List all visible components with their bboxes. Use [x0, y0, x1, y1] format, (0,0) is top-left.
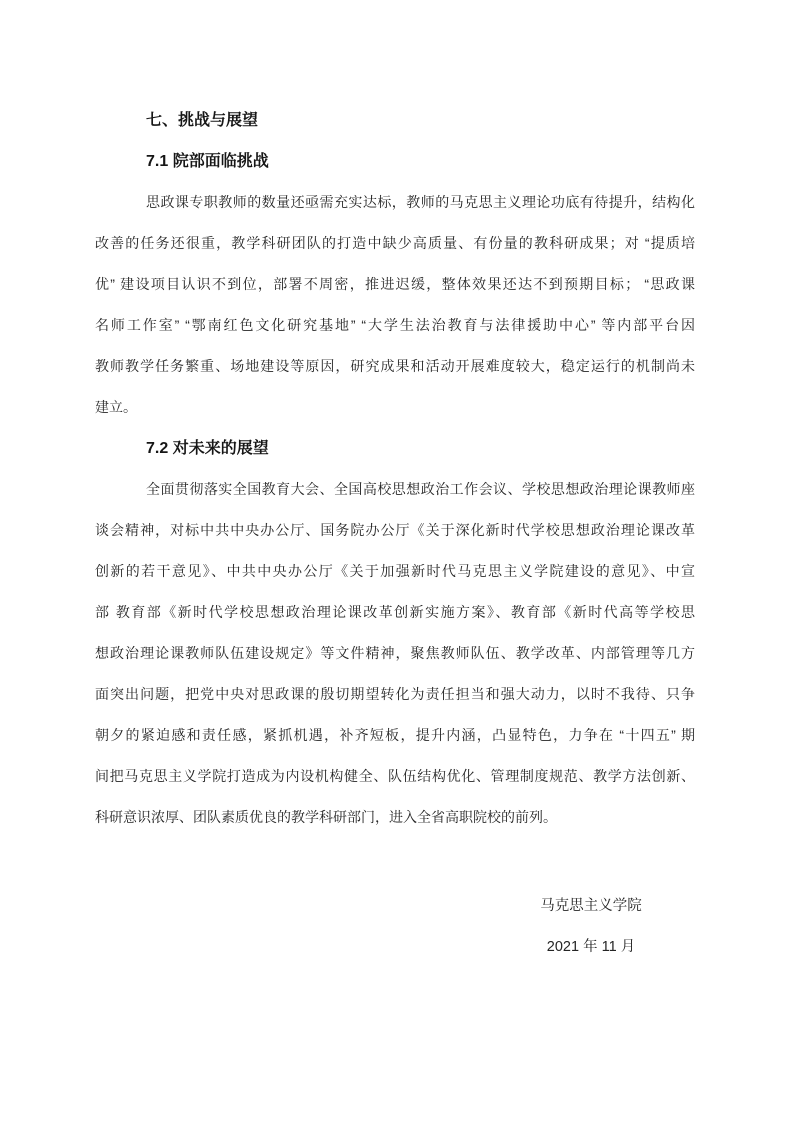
body-line: 面突出问题，把党中央对思政课的殷切期望转化为责任担当和强大动力，以时不我待、只争 [95, 686, 695, 702]
signature-block [471, 886, 711, 968]
body-line: 名师工作室” “鄂南红色文化研究基地” “大学生法治教育与法律援助中心” 等内部平台因 [95, 317, 695, 333]
body-line: 想政治理论课教师队伍建设规定》等文件精神，聚焦教师队伍、教学改革、内部管理等几方 [95, 645, 695, 661]
section-heading-7-1: 7.1 院部面临挑战 [146, 153, 269, 170]
body-line: 优” 建设项目认识不到位，部署不周密，推进迟缓，整体效果还达不到预期目标； “思政课 [95, 276, 695, 292]
body-line: 谈会精神，对标中共中央办公厅、国务院办公厅《关于深化新时代学校思想政治理论课改革 [95, 522, 695, 538]
signature-organization: 马克思主义学院 [540, 898, 642, 914]
body-line: 建立。 [95, 399, 137, 415]
body-line: 朝夕的紧迫感和责任感，紧抓机遇，补齐短板，提升内涵，凸显特色，力争在 “十四五” 期 [95, 727, 695, 743]
signature-date: 2021 年 11 月 [546, 939, 636, 955]
section-heading-7-2: 7.2 对未来的展望 [146, 440, 269, 457]
body-line: 科研意识浓厚、团队素质优良的教学科研部门，进入全省高职院校的前列。 [95, 809, 557, 825]
body-line: 改善的任务还很重，教学科研团队的打造中缺少高质量、有份量的教科研成果；对 “提质培 [95, 235, 695, 251]
body-line: 创新的若干意见》、中共中央办公厅《关于加强新时代马克思主义学院建设的意见》、中宣 [95, 563, 695, 579]
chapter-heading: 七、挑战与展望 [146, 112, 259, 129]
body-line: 全面贯彻落实全国教育大会、全国高校思想政治工作会议、学校思想政治理论课教师座 [146, 481, 695, 497]
body-line: 思政课专职教师的数量还亟需充实达标，教师的马克思主义理论功底有待提升，结构化 [146, 194, 695, 210]
body-line: 部 教育部《新时代学校思想政治理论课改革创新实施方案》、教育部《新时代高等学校思 [95, 604, 695, 620]
body-line: 间把马克思主义学院打造成为内设机构健全、队伍结构优化、管理制度规范、教学方法创新、 [95, 768, 695, 784]
body-line: 教师教学任务繁重、场地建设等原因，研究成果和活动开展难度较大，稳定运行的机制尚未 [95, 358, 695, 374]
